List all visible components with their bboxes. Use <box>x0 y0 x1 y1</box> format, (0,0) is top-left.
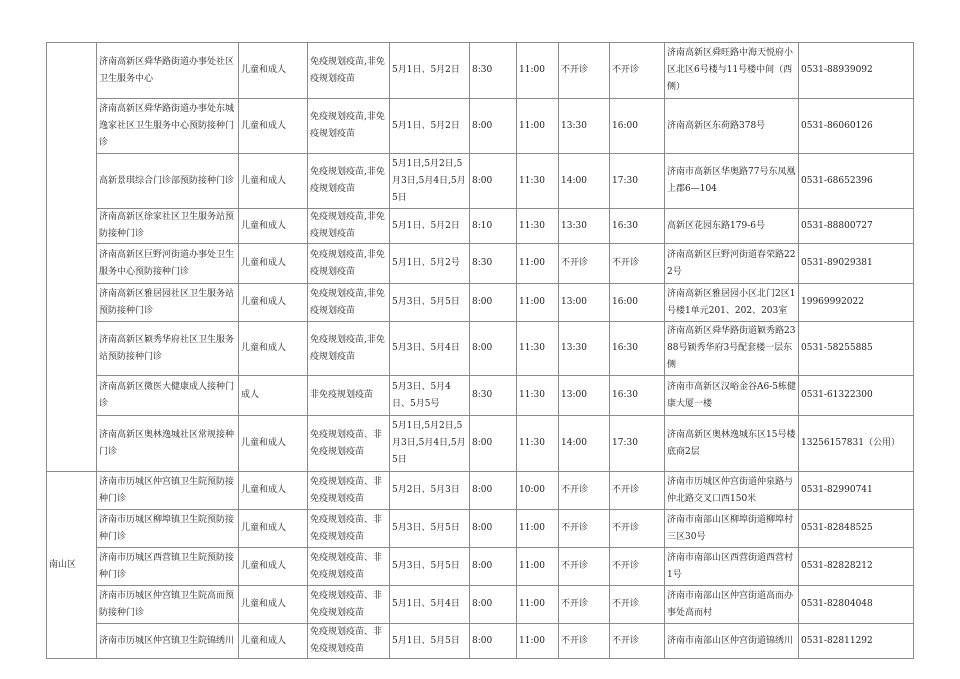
morning-start-cell: 8:00 <box>470 624 517 659</box>
afternoon-end-cell: 不开诊 <box>610 472 665 510</box>
population-cell: 成人 <box>239 376 308 416</box>
population-cell: 儿童和成人 <box>239 209 308 244</box>
population-cell: 儿童和成人 <box>239 43 308 99</box>
open-dates-cell: 5月3日、5月5日 <box>390 284 470 322</box>
morning-end-cell: 11:30 <box>517 209 559 244</box>
morning-end-cell: 10:00 <box>517 472 559 510</box>
phone-cell: 0531-88939092 <box>799 43 914 99</box>
table-row <box>47 510 914 548</box>
vaccine-type-cell: 非免疫规划疫苗 <box>308 376 390 416</box>
open-dates-cell: 5月1日、5月2日 <box>390 43 470 99</box>
open-dates-cell: 5月1日、5月4日 <box>390 586 470 624</box>
vaccine-type-cell: 免疫规划疫苗,非免疫规划疫苗 <box>308 154 390 209</box>
population-cell: 儿童和成人 <box>239 284 308 322</box>
afternoon-end-cell: 不开诊 <box>610 244 665 284</box>
vaccine-type-cell: 免疫规划疫苗、非免疫规划疫苗 <box>308 416 390 472</box>
morning-start-cell: 8:00 <box>470 284 517 322</box>
afternoon-start-cell: 不开诊 <box>559 244 610 284</box>
population-cell: 儿童和成人 <box>239 244 308 284</box>
vaccine-type-cell: 免疫规划疫苗、非免疫规划疫苗 <box>308 586 390 624</box>
phone-cell: 0531-82804048 <box>799 586 914 624</box>
phone-cell: 0531-82848525 <box>799 510 914 548</box>
clinic-name-cell: 济南高新区雅居园社区卫生服务站预防接种门诊 <box>97 284 239 322</box>
morning-end-cell: 11:00 <box>517 548 559 586</box>
table-row <box>47 244 914 284</box>
population-cell: 儿童和成人 <box>239 416 308 472</box>
open-dates-cell: 5月3日、5月4日 <box>390 322 470 376</box>
afternoon-start-cell: 14:00 <box>559 416 610 472</box>
vaccine-type-cell: 免疫规划疫苗,非免疫规划疫苗 <box>308 99 390 154</box>
open-dates-cell: 5月1日,5月2日,5月3日,5月4日,5月5日 <box>390 154 470 209</box>
afternoon-start-cell: 不开诊 <box>559 624 610 659</box>
open-dates-cell: 5月3日、5月5日 <box>390 510 470 548</box>
morning-end-cell: 11:00 <box>517 586 559 624</box>
table-row <box>47 624 914 659</box>
table-row <box>47 99 914 154</box>
afternoon-start-cell: 13:00 <box>559 376 610 416</box>
vaccine-type-cell: 免疫规划疫苗,非免疫规划疫苗 <box>308 284 390 322</box>
address-cell: 济南高新区雅居园小区北门2区1号楼1单元201、202、203室 <box>665 284 799 322</box>
phone-cell: 0531-89029381 <box>799 244 914 284</box>
afternoon-end-cell: 不开诊 <box>610 624 665 659</box>
address-cell: 济南市南部山区仲宫街道锦绣川 <box>665 624 799 659</box>
morning-start-cell: 8:00 <box>470 510 517 548</box>
afternoon-start-cell: 13:00 <box>559 284 610 322</box>
clinic-name-cell: 济南高新区微医大健康成人接种门诊 <box>97 376 239 416</box>
afternoon-end-cell: 17:30 <box>610 154 665 209</box>
phone-cell: 0531-58255885 <box>799 322 914 376</box>
vaccination-schedule-table <box>46 42 914 659</box>
afternoon-end-cell: 不开诊 <box>610 43 665 99</box>
afternoon-start-cell: 不开诊 <box>559 548 610 586</box>
afternoon-end-cell: 不开诊 <box>610 510 665 548</box>
address-cell: 济南市历城区仲宫街道仲泉路与仲北路交叉口西150米 <box>665 472 799 510</box>
open-dates-cell: 5月1日、5月2号 <box>390 244 470 284</box>
afternoon-end-cell: 16:30 <box>610 209 665 244</box>
morning-start-cell: 8:30 <box>470 43 517 99</box>
morning-end-cell: 11:00 <box>517 284 559 322</box>
clinic-name-cell: 济南高新区舜华路街道办事处东城逸家社区卫生服务中心预防接种门诊 <box>97 99 239 154</box>
afternoon-start-cell: 不开诊 <box>559 472 610 510</box>
afternoon-end-cell: 不开诊 <box>610 548 665 586</box>
clinic-name-cell: 济南高新区奥林逸城社区常规接种门诊 <box>97 416 239 472</box>
population-cell: 儿童和成人 <box>239 99 308 154</box>
vaccine-type-cell: 免疫规划疫苗,非免疫规划疫苗 <box>308 209 390 244</box>
afternoon-start-cell: 14:00 <box>559 154 610 209</box>
clinic-name-cell: 济南高新区舜华路街道办事处社区卫生服务中心 <box>97 43 239 99</box>
table-row <box>47 154 914 209</box>
morning-end-cell: 11:30 <box>517 376 559 416</box>
population-cell: 儿童和成人 <box>239 624 308 659</box>
morning-end-cell: 11:30 <box>517 154 559 209</box>
afternoon-end-cell: 17:30 <box>610 416 665 472</box>
afternoon-start-cell: 不开诊 <box>559 43 610 99</box>
afternoon-start-cell: 不开诊 <box>559 510 610 548</box>
address-cell: 济南高新区奥林逸城东区15号楼底商2层 <box>665 416 799 472</box>
clinic-name-cell: 济南高新区颖秀华府社区卫生服务站预防接种门诊 <box>97 322 239 376</box>
address-cell: 济南市南部山区西营街道西营村1号 <box>665 548 799 586</box>
phone-cell: 0531-86060126 <box>799 99 914 154</box>
vaccine-type-cell: 免疫规划疫苗,非免疫规划疫苗 <box>308 322 390 376</box>
table-row <box>47 284 914 322</box>
clinic-name-cell: 济南高新区巨野河街道办事处卫生服务中心预防接种门诊 <box>97 244 239 284</box>
address-cell: 济南市高新区汉峪金谷A6-5栋健康大厦一楼 <box>665 376 799 416</box>
vaccine-type-cell: 免疫规划疫苗,非免疫规划疫苗 <box>308 43 390 99</box>
clinic-name-cell: 济南高新区徐家社区卫生服务站预防接种门诊 <box>97 209 239 244</box>
address-cell: 济南高新区东荷路378号 <box>665 99 799 154</box>
table-row <box>47 376 914 416</box>
open-dates-cell: 5月3日、5月4日、5月5号 <box>390 376 470 416</box>
table-row <box>47 209 914 244</box>
clinic-name-cell: 济南市历城区仲宫镇卫生院高而预防接种门诊 <box>97 586 239 624</box>
phone-cell: 0531-82811292 <box>799 624 914 659</box>
address-cell: 济南市南部山区仲宫街道高而办事处高而村 <box>665 586 799 624</box>
morning-start-cell: 8:00 <box>470 472 517 510</box>
afternoon-start-cell: 13:30 <box>559 99 610 154</box>
morning-end-cell: 11:00 <box>517 99 559 154</box>
afternoon-end-cell: 16:00 <box>610 99 665 154</box>
population-cell: 儿童和成人 <box>239 548 308 586</box>
vaccine-type-cell: 免疫规划疫苗、非免疫规划疫苗 <box>308 624 390 659</box>
morning-start-cell: 8:00 <box>470 586 517 624</box>
morning-start-cell: 8:00 <box>470 416 517 472</box>
vaccine-type-cell: 免疫规划疫苗、非免疫规划疫苗 <box>308 510 390 548</box>
open-dates-cell: 5月3日、5月5日 <box>390 548 470 586</box>
phone-cell: 19969992022 <box>799 284 914 322</box>
morning-start-cell: 8:00 <box>470 548 517 586</box>
table-row <box>47 416 914 472</box>
phone-cell: 0531-68652396 <box>799 154 914 209</box>
phone-cell: 0531-82990741 <box>799 472 914 510</box>
morning-end-cell: 11:00 <box>517 43 559 99</box>
vaccine-type-cell: 免疫规划疫苗,非免疫规划疫苗 <box>308 244 390 284</box>
clinic-name-cell: 济南市历城区柳埠镇卫生院预防接种门诊 <box>97 510 239 548</box>
address-cell: 济南高新区舜旺路中海天悦府小区北区6号楼与11号楼中间（西侧） <box>665 43 799 99</box>
population-cell: 儿童和成人 <box>239 472 308 510</box>
afternoon-end-cell: 16:00 <box>610 284 665 322</box>
morning-start-cell: 8:00 <box>470 154 517 209</box>
population-cell: 儿童和成人 <box>239 154 308 209</box>
afternoon-start-cell: 13:30 <box>559 322 610 376</box>
table-row <box>47 322 914 376</box>
phone-cell: 13256157831（公用） <box>799 416 914 472</box>
population-cell: 儿童和成人 <box>239 322 308 376</box>
table-body <box>47 43 914 659</box>
phone-cell: 0531-88800727 <box>799 209 914 244</box>
morning-end-cell: 11:30 <box>517 322 559 376</box>
open-dates-cell: 5月2日、5月3日 <box>390 472 470 510</box>
morning-end-cell: 11:30 <box>517 416 559 472</box>
clinic-name-cell: 济南市历城区仲宫镇卫生院锦绣川 <box>97 624 239 659</box>
afternoon-end-cell: 不开诊 <box>610 586 665 624</box>
clinic-name-cell: 济南市历城区仲宫镇卫生院预防接种门诊 <box>97 472 239 510</box>
clinic-name-cell: 高新景琪综合门诊部预防接种门诊 <box>97 154 239 209</box>
open-dates-cell: 5月1日、5月2日 <box>390 209 470 244</box>
address-cell: 济南市高新区华奥路77号东凤凰上郡6—104 <box>665 154 799 209</box>
table-row <box>47 472 914 510</box>
afternoon-end-cell: 16:30 <box>610 376 665 416</box>
district-cell <box>47 43 97 472</box>
address-cell: 高新区花园东路179-6号 <box>665 209 799 244</box>
district-cell: 南山区 <box>47 472 97 659</box>
afternoon-end-cell: 16:30 <box>610 322 665 376</box>
table-row <box>47 586 914 624</box>
phone-cell: 0531-82828212 <box>799 548 914 586</box>
vaccine-type-cell: 免疫规划疫苗、非免疫规划疫苗 <box>308 472 390 510</box>
morning-start-cell: 8:30 <box>470 376 517 416</box>
afternoon-start-cell: 13:30 <box>559 209 610 244</box>
address-cell: 济南市南部山区柳埠街道柳埠村三区30号 <box>665 510 799 548</box>
open-dates-cell: 5月1日,5月2日,5月3日,5月4日,5月5日 <box>390 416 470 472</box>
open-dates-cell: 5月1日、5月5日 <box>390 624 470 659</box>
morning-start-cell: 8:00 <box>470 99 517 154</box>
morning-start-cell: 8:10 <box>470 209 517 244</box>
afternoon-start-cell: 不开诊 <box>559 586 610 624</box>
phone-cell: 0531-61322300 <box>799 376 914 416</box>
morning-end-cell: 11:00 <box>517 510 559 548</box>
population-cell: 儿童和成人 <box>239 586 308 624</box>
morning-start-cell: 8:30 <box>470 244 517 284</box>
vaccine-type-cell: 免疫规划疫苗、非免疫规划疫苗 <box>308 548 390 586</box>
morning-end-cell: 11:00 <box>517 624 559 659</box>
address-cell: 济南高新区舜华路街道颖秀路2388号颖秀华府3号配套楼一层东侧 <box>665 322 799 376</box>
clinic-name-cell: 济南市历城区西营镇卫生院预防接种门诊 <box>97 548 239 586</box>
open-dates-cell: 5月1日、5月2日 <box>390 99 470 154</box>
population-cell: 儿童和成人 <box>239 510 308 548</box>
table-row <box>47 43 914 99</box>
address-cell: 济南高新区巨野河街道春荣路222号 <box>665 244 799 284</box>
table-row <box>47 548 914 586</box>
morning-end-cell: 11:00 <box>517 244 559 284</box>
morning-start-cell: 8:00 <box>470 322 517 376</box>
